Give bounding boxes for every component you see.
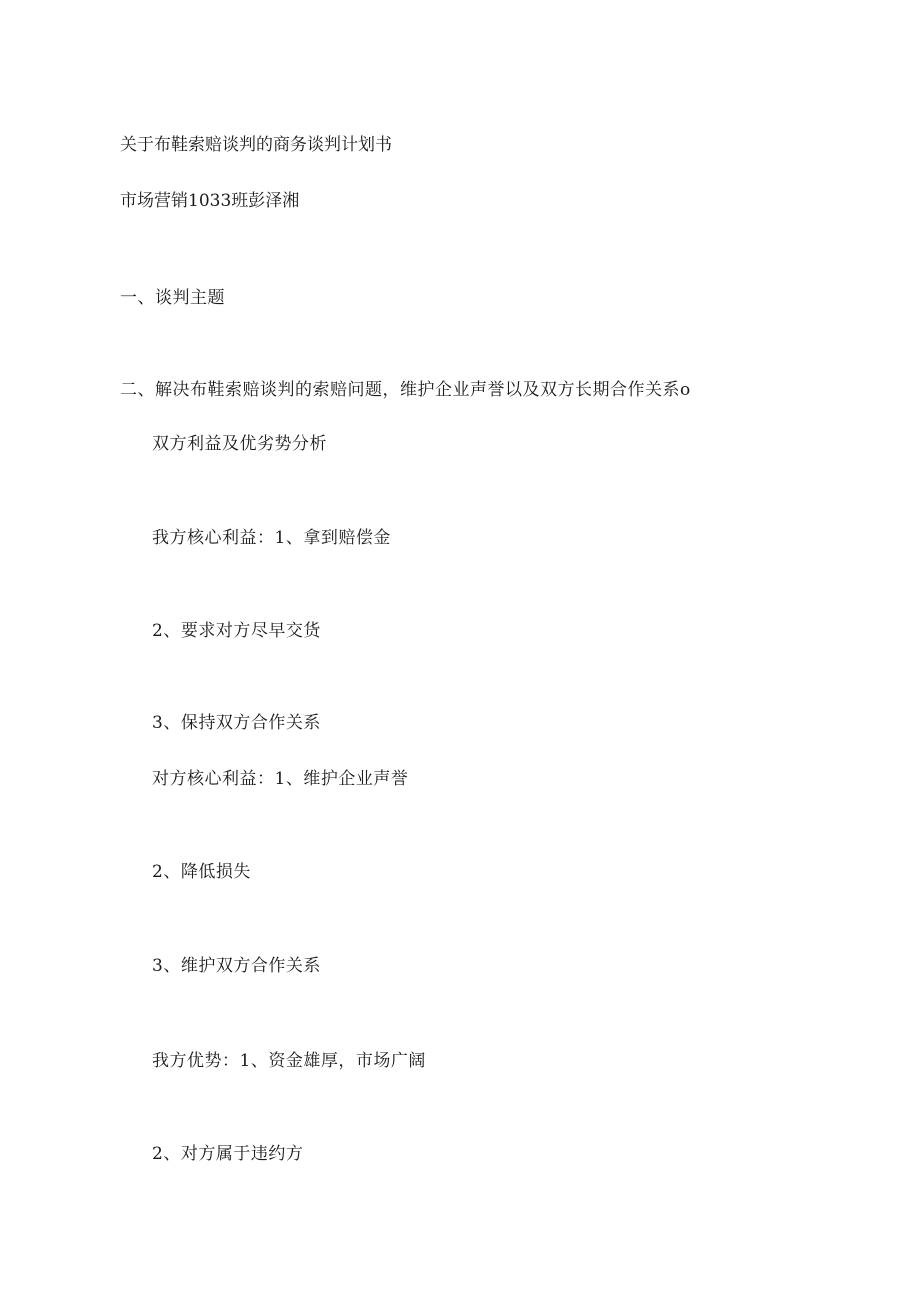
our-interest-item-1: 我方核心利益：1、拿到赔偿金: [152, 528, 391, 548]
author-line: 市场营销1033班彭泽湘: [120, 191, 300, 211]
section-heading-topic: 一、谈判主题: [120, 288, 225, 308]
our-interest-item-2: 2、要求对方尽早交货: [152, 621, 321, 641]
their-interest-item-1: 对方核心利益：1、维护企业声誉: [152, 769, 409, 789]
document-title: 关于布鞋索赔谈判的商务谈判计划书: [120, 135, 392, 155]
our-interest-item-3: 3、保持双方合作关系: [152, 713, 321, 733]
their-interest-item-3: 3、维护双方合作关系: [152, 956, 321, 976]
our-advantage-item-1: 我方优势：1、资金雄厚，市场广阔: [152, 1051, 426, 1071]
our-advantage-item-2: 2、对方属于违约方: [152, 1144, 304, 1164]
section-heading-analysis: 双方利益及优劣势分析: [152, 434, 327, 454]
their-interest-item-2: 2、降低损失: [152, 862, 251, 882]
section-heading-goal: 二、解决布鞋索赔谈判的索赔问题，维护企业声誉以及双方长期合作关系o: [120, 380, 691, 400]
